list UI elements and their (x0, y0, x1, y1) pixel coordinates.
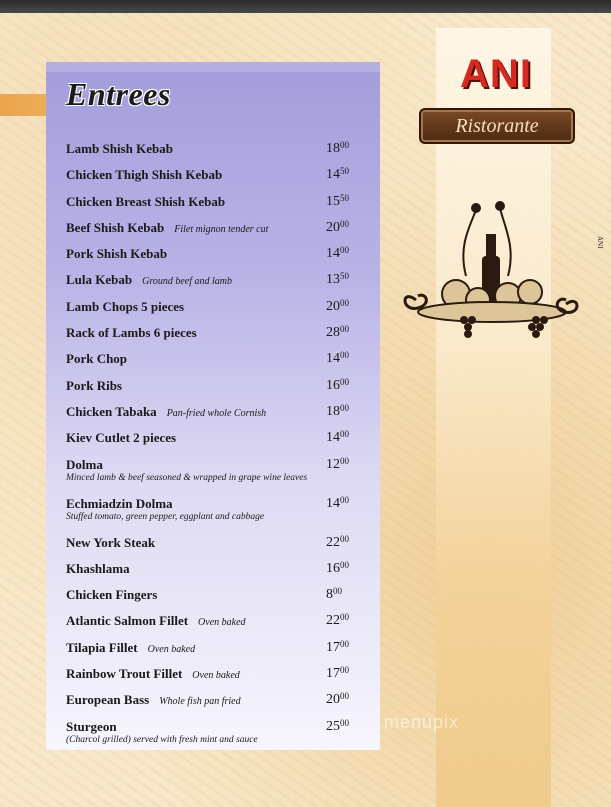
menu-item-price (326, 271, 349, 288)
menu-item-price (326, 350, 349, 367)
menu-item-title: Chicken Breast Shish Kebab (66, 193, 226, 209)
menu-item-price (326, 534, 349, 551)
menu-item-name (66, 613, 246, 629)
menu-item (66, 348, 366, 374)
menu-item-description: Minced lamb & beef seasoned & wrapped in grape wine leaves (66, 472, 308, 483)
menu-item (66, 427, 366, 453)
menu-item-title: Dolma (66, 456, 103, 472)
menu-item-title: Pork Ribs (66, 377, 122, 393)
price-dollars: 14 (326, 167, 340, 183)
price-cents: 00 (340, 324, 349, 335)
menu-item-name (66, 535, 155, 551)
price-dollars: 16 (326, 377, 340, 393)
menu-item-note: Whole fish pan fried (159, 696, 241, 708)
price-dollars: 16 (326, 560, 340, 576)
menu-item-name (66, 640, 195, 656)
brand-logo: ANI (460, 52, 532, 96)
brand-plaque (419, 108, 575, 144)
price-cents: 00 (340, 691, 349, 702)
price-cents: 00 (340, 717, 349, 728)
menu-item-title: Lamb Chops 5 pieces (66, 298, 185, 314)
menu-item-name (66, 141, 173, 157)
menu-item-price (326, 639, 349, 656)
menu-item-title: Khashlama (66, 560, 130, 576)
menu-item-name (66, 325, 197, 341)
menu-item-name (66, 194, 225, 210)
menu-item-title: Echmiadzin Dolma (66, 495, 173, 511)
menu-item (66, 217, 366, 243)
menu-item (66, 269, 366, 295)
price-cents: 50 (340, 166, 349, 177)
menu-item (66, 401, 366, 427)
menu-item-price (326, 166, 349, 183)
menu-item-title: Beef Shish Kebab (66, 219, 165, 235)
menu-item (66, 322, 366, 348)
price-cents: 50 (340, 271, 349, 282)
price-cents: 00 (340, 494, 349, 505)
price-cents: 00 (340, 297, 349, 308)
menu-item-name (66, 692, 241, 708)
price-cents: 00 (340, 429, 349, 440)
price-dollars: 20 (326, 219, 340, 235)
menu-item-name (66, 457, 103, 473)
menu-item (66, 138, 366, 164)
menu-item-title: Sturgeon (66, 718, 117, 734)
price-cents: 00 (340, 245, 349, 256)
menu-item-name (66, 220, 268, 236)
menu-item (66, 191, 366, 217)
menu-item-note: Filet mignon tender cut (174, 223, 269, 235)
menu-item (66, 689, 366, 715)
price-cents: 00 (340, 559, 349, 570)
menu-item (66, 532, 366, 558)
menu-item-title: Chicken Thigh Shish Kebab (66, 167, 223, 183)
price-dollars: 17 (326, 666, 340, 682)
price-dollars: 25 (326, 718, 340, 734)
top-bar (0, 0, 611, 13)
menu-item-price (326, 403, 349, 420)
menu-item-description: Stuffed tomato, green pepper, eggplant and cabbage (66, 511, 265, 522)
menu-item-price (326, 298, 349, 315)
side-label: ANI (596, 236, 604, 249)
menu-item-note: Ground beef and lamb (142, 276, 233, 288)
menu-item-price (326, 193, 349, 210)
right-band (436, 28, 551, 807)
price-cents: 00 (340, 638, 349, 649)
price-cents: 00 (340, 140, 349, 150)
price-cents: 00 (333, 586, 342, 597)
price-dollars: 22 (326, 613, 340, 629)
price-cents: 50 (340, 192, 349, 203)
menu-item-price (326, 665, 349, 682)
price-cents: 00 (340, 402, 349, 413)
menu-item-name (66, 496, 173, 512)
price-cents: 00 (340, 350, 349, 361)
menu-item (66, 610, 366, 636)
price-dollars: 18 (326, 403, 340, 419)
menu-item-title: Rainbow Trout Fillet (66, 666, 183, 682)
price-dollars: 20 (326, 692, 340, 708)
price-dollars: 28 (326, 325, 340, 341)
menu-item-price (326, 377, 349, 394)
menu-item (66, 375, 366, 401)
menu-item-title: Lula Kebab (66, 272, 133, 288)
menu-item-title: New York Steak (66, 534, 156, 550)
price-dollars: 22 (326, 534, 340, 550)
menu-item-name (66, 167, 222, 183)
page-title: Entrees (66, 76, 171, 112)
menu-item-price (326, 586, 342, 603)
menu-item-name (66, 666, 240, 682)
menu-item-note: Oven baked (192, 670, 240, 682)
menu-item (66, 716, 366, 755)
price-dollars: 14 (326, 430, 340, 446)
price-dollars: 15 (326, 193, 340, 209)
price-cents: 00 (340, 612, 349, 623)
price-dollars: 14 (326, 246, 340, 262)
menu-item-title: Lamb Shish Kebab (66, 141, 173, 156)
menu-item-name (66, 587, 157, 603)
menu-item-price (326, 429, 349, 446)
menu-item-price (326, 560, 349, 577)
price-dollars: 18 (326, 141, 340, 156)
menu-item-name (66, 404, 266, 420)
watermark: menupix (384, 712, 460, 732)
menu-item-title: Atlantic Salmon Fillet (66, 613, 189, 629)
menu-item-title: European Bass (66, 692, 150, 708)
menu-item-title: Pork Shish Kebab (66, 246, 168, 262)
price-cents: 00 (340, 665, 349, 676)
menu-item-price (326, 691, 349, 708)
price-cents: 00 (340, 455, 349, 466)
menu-item-name (66, 430, 176, 446)
menu-item (66, 584, 366, 610)
menu-item-name (66, 272, 232, 288)
menu-item-price (326, 245, 349, 262)
menu-item (66, 164, 366, 190)
menu-item-price (326, 140, 349, 157)
menu-item (66, 637, 366, 663)
menu-item-name (66, 378, 122, 394)
price-cents: 00 (340, 376, 349, 387)
price-cents: 00 (340, 218, 349, 229)
menu-item-note: Pan-fried whole Cornish (166, 407, 267, 419)
menu-item-title: Pork Chop (66, 351, 128, 367)
menu-item-price (326, 495, 349, 512)
menu-item (66, 493, 366, 532)
menu-item-title: Tilapia Fillet (66, 639, 138, 655)
menu-item-note: Oven baked (198, 617, 246, 629)
menu-item-title: Rack of Lambs 6 pieces (66, 325, 197, 341)
still-life-illustration (396, 196, 586, 356)
menu-item-price (326, 456, 349, 473)
menu-item-description: (Charcol grilled) served with fresh mint and sauce (66, 734, 258, 745)
price-cents: 00 (340, 533, 349, 544)
menu-item-title: Chicken Fingers (66, 587, 158, 603)
price-dollars: 12 (326, 456, 340, 472)
menu-list (66, 138, 366, 755)
price-dollars: 13 (326, 272, 340, 288)
menu-item-price (326, 718, 349, 735)
menu-item-price (326, 219, 349, 236)
menu-item-name (66, 299, 184, 315)
menu-item (66, 558, 366, 584)
price-dollars: 17 (326, 639, 340, 655)
menu-item-name (66, 719, 117, 735)
menu-item-name (66, 351, 127, 367)
price-dollars: 8 (326, 587, 333, 603)
menu-item (66, 454, 366, 493)
menu-item (66, 243, 366, 269)
price-dollars: 14 (326, 495, 340, 511)
price-dollars: 14 (326, 351, 340, 367)
menu-item (66, 663, 366, 689)
menu-item-price (326, 324, 349, 341)
menu-item-name (66, 246, 167, 262)
menu-item-note: Oven baked (147, 643, 196, 655)
menu-item-name (66, 561, 130, 577)
menu-item (66, 296, 366, 322)
price-dollars: 20 (326, 298, 340, 314)
menu-item-title: Kiev Cutlet 2 pieces (66, 430, 177, 446)
menu-item-title: Chicken Tabaka (66, 403, 157, 419)
menu-item-price (326, 612, 349, 629)
brand-subtitle: Ristorante (455, 114, 539, 137)
